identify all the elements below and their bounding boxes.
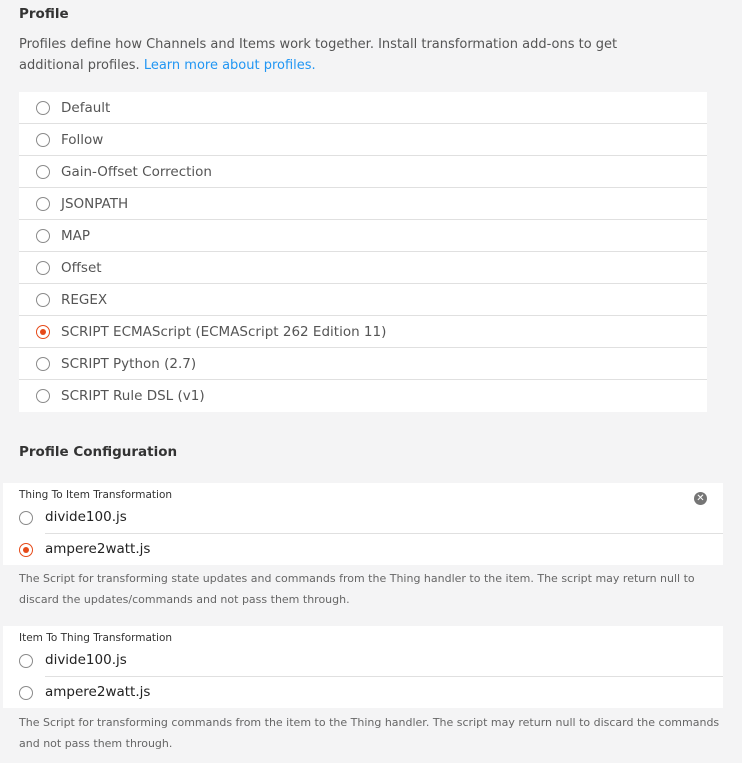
thing-to-item-hint: The Script for transforming state updates and commands from the Thing handler to the item. The script may return null to discard the updates/commands and not pass them through. (19, 572, 695, 606)
thing-to-item-config (3, 483, 723, 565)
radio-button[interactable] (36, 133, 50, 147)
radio-button[interactable] (19, 654, 33, 668)
radio-button[interactable] (19, 686, 33, 700)
profile-description (19, 34, 679, 76)
radio-button[interactable] (36, 165, 50, 179)
option-label: divide100.js (45, 652, 127, 668)
profile-option[interactable] (19, 380, 707, 412)
profile-option[interactable] (19, 348, 707, 380)
profile-option[interactable] (19, 124, 707, 156)
profile-option-label: SCRIPT Python (2.7) (61, 356, 197, 372)
profile-option-label: Offset (61, 260, 102, 276)
profile-option-label: SCRIPT ECMAScript (ECMAScript 262 Edition 11) (61, 324, 387, 340)
radio-button[interactable] (36, 293, 50, 307)
profile-option[interactable] (19, 252, 707, 284)
profile-description-text: Profiles define how Channels and Items work together. Install transformation add-ons to get additional profiles. (19, 37, 618, 73)
close-circle-icon[interactable]: ✕ (694, 492, 707, 505)
radio-button[interactable] (36, 229, 50, 243)
profile-option-label: REGEX (61, 292, 108, 308)
profile-option[interactable] (19, 284, 707, 316)
profile-option-label: Default (61, 100, 111, 116)
radio-button-selected[interactable] (36, 325, 50, 339)
radio-button[interactable] (19, 511, 33, 525)
radio-button-selected[interactable] (19, 543, 33, 557)
radio-button[interactable] (36, 261, 50, 275)
profile-option-label: MAP (61, 228, 91, 244)
profile-option[interactable] (19, 220, 707, 252)
item-to-thing-option[interactable] (3, 645, 723, 677)
profile-option[interactable] (19, 92, 707, 124)
item-to-thing-label: Item To Thing Transformation (19, 632, 173, 644)
profile-option[interactable] (19, 316, 707, 348)
item-to-thing-option[interactable] (3, 677, 723, 709)
item-to-thing-hint: The Script for transforming commands from the item to the Thing handler. The script may return null to discard the commands and not pass them through. (19, 716, 720, 750)
learn-more-link[interactable]: Learn more about profiles. (143, 58, 316, 73)
profile-configuration-title: Profile Configuration (19, 444, 178, 460)
profile-option-label: Follow (61, 132, 104, 148)
thing-to-item-option[interactable] (3, 502, 723, 534)
profile-title: Profile (19, 6, 69, 22)
profile-option-label: JSONPATH (61, 196, 129, 212)
thing-to-item-label: Thing To Item Transformation (19, 489, 173, 501)
radio-button[interactable] (36, 357, 50, 371)
radio-button[interactable] (36, 197, 50, 211)
thing-to-item-option[interactable] (3, 534, 723, 566)
profile-option[interactable] (19, 188, 707, 220)
profile-options-list (19, 92, 707, 412)
option-label: divide100.js (45, 509, 127, 525)
profile-option-label: Gain-Offset Correction (61, 164, 212, 180)
profile-option-label: SCRIPT Rule DSL (v1) (61, 388, 205, 404)
radio-button[interactable] (36, 389, 50, 403)
option-label: ampere2watt.js (45, 541, 151, 557)
item-to-thing-config (3, 626, 723, 708)
profile-option[interactable] (19, 156, 707, 188)
radio-button[interactable] (36, 101, 50, 115)
option-label: ampere2watt.js (45, 684, 151, 700)
